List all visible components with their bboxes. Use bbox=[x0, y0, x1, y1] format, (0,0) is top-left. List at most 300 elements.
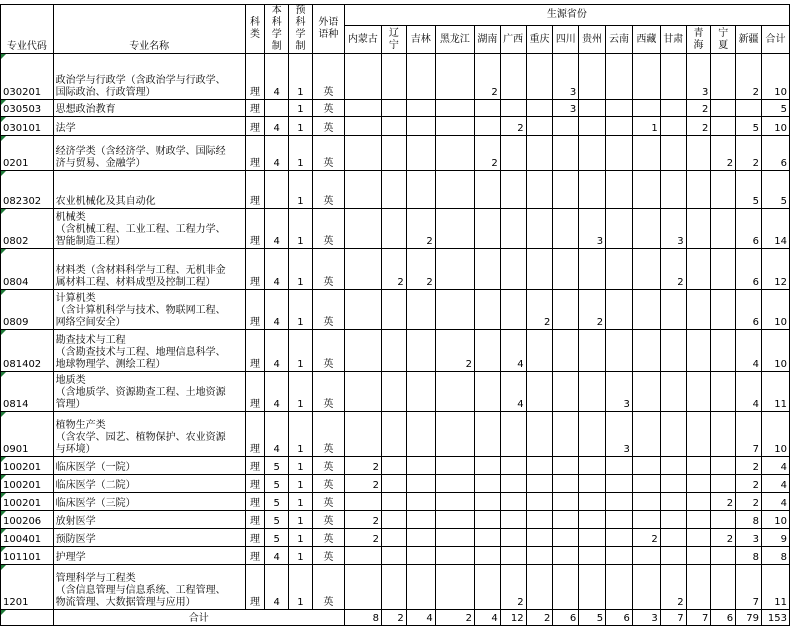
col-header-total: 合计 bbox=[761, 26, 789, 54]
quota-cell bbox=[632, 412, 660, 457]
quota-cell bbox=[579, 171, 606, 209]
major-name-line: 农业机械化及其自动化 bbox=[55, 196, 156, 207]
quota-cell bbox=[526, 209, 553, 249]
quota-cell bbox=[526, 457, 553, 475]
province-total-cell: 7 bbox=[686, 610, 711, 626]
province-total-cell: 6 bbox=[606, 610, 633, 626]
years-cell: 4 bbox=[265, 117, 289, 136]
quota-cell bbox=[632, 209, 660, 249]
quota-cell bbox=[632, 493, 660, 511]
row-total-cell: 10 bbox=[761, 117, 789, 136]
quota-cell bbox=[579, 330, 606, 372]
quota-cell bbox=[660, 529, 686, 547]
quota-cell bbox=[686, 330, 711, 372]
quota-cell bbox=[406, 565, 435, 610]
quota-cell: 2 bbox=[736, 54, 762, 100]
quota-cell bbox=[579, 493, 606, 511]
quota-cell bbox=[526, 136, 553, 171]
years-cell: 4 bbox=[265, 54, 289, 100]
quota-cell: 1 bbox=[632, 117, 660, 136]
quota-cell bbox=[435, 54, 474, 100]
quota-cell bbox=[435, 100, 474, 117]
quota-cell bbox=[474, 412, 500, 457]
quota-cell bbox=[686, 475, 711, 493]
quota-cell bbox=[435, 457, 474, 475]
quota-cell bbox=[553, 529, 579, 547]
quota-cell bbox=[660, 100, 686, 117]
quota-cell bbox=[382, 330, 407, 372]
quota-cell bbox=[500, 290, 526, 330]
quota-cell bbox=[553, 209, 579, 249]
major-name-cell bbox=[53, 117, 245, 136]
category-cell: 理 bbox=[245, 529, 265, 547]
province-total-cell: 4 bbox=[474, 610, 500, 626]
major-name-line: 网络空间安全） bbox=[55, 317, 126, 328]
major-name-cell bbox=[53, 372, 245, 412]
quota-cell bbox=[660, 290, 686, 330]
major-name-line: 管理） bbox=[55, 399, 86, 410]
quota-cell bbox=[606, 54, 633, 100]
major-name-cell bbox=[53, 171, 245, 209]
quota-cell bbox=[686, 290, 711, 330]
major-name-cell bbox=[53, 475, 245, 493]
quota-cell bbox=[344, 547, 381, 565]
row-total-cell: 10 bbox=[761, 54, 789, 100]
major-code-cell: 100206 bbox=[1, 511, 54, 529]
major-code-cell: 100201 bbox=[1, 493, 54, 511]
province-total-cell: 2 bbox=[382, 610, 407, 626]
table-row bbox=[1, 457, 790, 475]
quota-cell: 3 bbox=[606, 372, 633, 412]
quota-cell: 2 bbox=[344, 457, 381, 475]
quota-cell bbox=[406, 330, 435, 372]
major-name-line: 临床医学（一院） bbox=[55, 462, 136, 473]
major-name-cell bbox=[53, 529, 245, 547]
major-name-line: 与环境） bbox=[55, 444, 96, 455]
quota-cell bbox=[344, 330, 381, 372]
quota-cell bbox=[660, 171, 686, 209]
quota-cell bbox=[474, 117, 500, 136]
quota-cell bbox=[474, 529, 500, 547]
years-cell: 5 bbox=[265, 511, 289, 529]
grand-total-cell: 153 bbox=[761, 610, 789, 626]
quota-cell bbox=[526, 117, 553, 136]
years-cell bbox=[265, 100, 289, 117]
quota-cell bbox=[344, 372, 381, 412]
lang-cell: 英 bbox=[312, 511, 344, 529]
table-row bbox=[1, 249, 790, 290]
quota-cell bbox=[382, 209, 407, 249]
quota-cell bbox=[686, 511, 711, 529]
quota-cell bbox=[736, 100, 762, 117]
major-code-cell: 0802 bbox=[1, 209, 54, 249]
row-total-cell: 4 bbox=[761, 493, 789, 511]
major-code-cell: 100201 bbox=[1, 475, 54, 493]
quota-cell: 2 bbox=[406, 249, 435, 290]
quota-cell bbox=[406, 493, 435, 511]
quota-cell bbox=[686, 136, 711, 171]
years-cell: 4 bbox=[265, 209, 289, 249]
lang-cell: 英 bbox=[312, 457, 344, 475]
quota-cell bbox=[579, 565, 606, 610]
quota-cell: 2 bbox=[382, 249, 407, 290]
col-header-province: 宁夏 bbox=[711, 26, 736, 54]
major-name-line: （含机械工程、工业工程、工程力学、 bbox=[55, 224, 226, 235]
row-total-cell: 9 bbox=[761, 529, 789, 547]
quota-cell bbox=[606, 117, 633, 136]
category-cell: 理 bbox=[245, 290, 265, 330]
major-name-cell bbox=[53, 547, 245, 565]
quota-cell bbox=[344, 412, 381, 457]
quota-cell bbox=[500, 547, 526, 565]
category-cell: 理 bbox=[245, 511, 265, 529]
quota-cell bbox=[553, 372, 579, 412]
quota-cell bbox=[344, 209, 381, 249]
col-header-province: 贵州 bbox=[579, 26, 606, 54]
quota-cell bbox=[632, 330, 660, 372]
category-cell: 理 bbox=[245, 117, 265, 136]
years-cell: 5 bbox=[265, 475, 289, 493]
prep-cell: 1 bbox=[289, 171, 313, 209]
quota-cell bbox=[344, 100, 381, 117]
quota-cell bbox=[553, 171, 579, 209]
major-code-cell: 081402 bbox=[1, 330, 54, 372]
quota-cell bbox=[686, 412, 711, 457]
major-code-cell: 1201 bbox=[1, 565, 54, 610]
quota-cell bbox=[526, 493, 553, 511]
quota-cell bbox=[606, 457, 633, 475]
quota-cell bbox=[632, 249, 660, 290]
col-header-province: 吉林 bbox=[406, 26, 435, 54]
quota-cell: 4 bbox=[500, 372, 526, 412]
quota-cell bbox=[686, 372, 711, 412]
major-name-line: （含农学、园艺、植物保护、农业资源 bbox=[55, 432, 226, 443]
quota-cell bbox=[711, 171, 736, 209]
quota-cell: 2 bbox=[344, 511, 381, 529]
lang-cell: 英 bbox=[312, 372, 344, 412]
quota-cell bbox=[711, 412, 736, 457]
lang-cell: 英 bbox=[312, 100, 344, 117]
quota-cell bbox=[579, 249, 606, 290]
major-name-line: 法学 bbox=[55, 123, 76, 134]
major-code-cell: 0814 bbox=[1, 372, 54, 412]
quota-cell bbox=[553, 249, 579, 290]
major-name-line: （含勘查技术与工程、地理信息科学、 bbox=[55, 347, 226, 358]
province-total-cell: 2 bbox=[435, 610, 474, 626]
row-total-cell: 10 bbox=[761, 290, 789, 330]
quota-cell bbox=[500, 209, 526, 249]
quota-cell bbox=[711, 249, 736, 290]
prep-cell: 1 bbox=[289, 372, 313, 412]
quota-cell bbox=[711, 511, 736, 529]
prep-cell: 1 bbox=[289, 249, 313, 290]
quota-cell bbox=[711, 547, 736, 565]
quota-cell bbox=[344, 290, 381, 330]
major-code-cell: 100401 bbox=[1, 529, 54, 547]
quota-cell: 5 bbox=[736, 117, 762, 136]
quota-cell bbox=[553, 136, 579, 171]
quota-cell: 3 bbox=[579, 209, 606, 249]
quota-cell bbox=[406, 100, 435, 117]
table-row bbox=[1, 171, 790, 209]
quota-cell bbox=[632, 290, 660, 330]
quota-cell bbox=[686, 547, 711, 565]
quota-cell bbox=[435, 475, 474, 493]
quota-cell bbox=[686, 529, 711, 547]
quota-cell bbox=[686, 249, 711, 290]
years-cell: 4 bbox=[265, 290, 289, 330]
quota-cell bbox=[686, 457, 711, 475]
col-header-name: 专业名称 bbox=[53, 5, 245, 54]
province-total-cell: 6 bbox=[711, 610, 736, 626]
quota-cell bbox=[526, 330, 553, 372]
major-name-line: 地球物理学、测绘工程） bbox=[55, 359, 166, 370]
quota-cell bbox=[435, 547, 474, 565]
quota-cell bbox=[435, 493, 474, 511]
totals-row bbox=[1, 610, 790, 626]
row-total-cell: 5 bbox=[761, 100, 789, 117]
col-header-origin: 生源省份 bbox=[344, 5, 789, 26]
quota-cell bbox=[553, 511, 579, 529]
quota-cell bbox=[435, 511, 474, 529]
quota-cell bbox=[406, 171, 435, 209]
table-row bbox=[1, 136, 790, 171]
quota-cell bbox=[474, 475, 500, 493]
province-total-cell: 2 bbox=[526, 610, 553, 626]
quota-cell bbox=[526, 565, 553, 610]
lang-cell: 英 bbox=[312, 171, 344, 209]
col-header-category: 科类 bbox=[245, 5, 265, 54]
quota-cell bbox=[382, 290, 407, 330]
quota-cell bbox=[474, 372, 500, 412]
quota-cell bbox=[474, 565, 500, 610]
major-name-cell bbox=[53, 412, 245, 457]
quota-cell bbox=[500, 249, 526, 290]
table-row bbox=[1, 209, 790, 249]
quota-cell bbox=[660, 330, 686, 372]
quota-cell bbox=[435, 171, 474, 209]
col-header-province: 云南 bbox=[606, 26, 633, 54]
row-total-cell: 5 bbox=[761, 171, 789, 209]
quota-cell bbox=[686, 565, 711, 610]
quota-cell: 4 bbox=[736, 372, 762, 412]
major-code-cell: 0804 bbox=[1, 249, 54, 290]
quota-cell bbox=[382, 372, 407, 412]
category-cell: 理 bbox=[245, 171, 265, 209]
province-total-cell: 4 bbox=[406, 610, 435, 626]
table-row bbox=[1, 565, 790, 610]
quota-cell bbox=[406, 511, 435, 529]
province-total-cell: 12 bbox=[500, 610, 526, 626]
quota-cell bbox=[474, 493, 500, 511]
quota-cell bbox=[660, 457, 686, 475]
major-code-cell: 030101 bbox=[1, 117, 54, 136]
quota-cell bbox=[406, 54, 435, 100]
quota-cell bbox=[686, 493, 711, 511]
quota-cell bbox=[579, 372, 606, 412]
province-total-cell: 79 bbox=[736, 610, 762, 626]
prep-cell: 1 bbox=[289, 290, 313, 330]
province-total-cell: 6 bbox=[553, 610, 579, 626]
quota-cell bbox=[553, 290, 579, 330]
col-header-province: 黑龙江 bbox=[435, 26, 474, 54]
prep-cell: 1 bbox=[289, 547, 313, 565]
years-cell: 4 bbox=[265, 372, 289, 412]
lang-cell: 英 bbox=[312, 290, 344, 330]
quota-cell bbox=[606, 209, 633, 249]
prep-cell: 1 bbox=[289, 412, 313, 457]
col-header-province: 新疆 bbox=[736, 26, 762, 54]
totals-code-cell bbox=[1, 610, 54, 626]
quota-cell bbox=[660, 372, 686, 412]
quota-cell bbox=[435, 290, 474, 330]
table-row bbox=[1, 529, 790, 547]
quota-cell: 3 bbox=[686, 54, 711, 100]
quota-cell bbox=[579, 117, 606, 136]
quota-cell bbox=[553, 493, 579, 511]
quota-cell bbox=[344, 54, 381, 100]
quota-cell: 2 bbox=[660, 565, 686, 610]
quota-cell: 8 bbox=[736, 547, 762, 565]
province-total-cell: 3 bbox=[632, 610, 660, 626]
major-name-line: 济与贸易、金融学） bbox=[55, 158, 146, 169]
quota-cell: 2 bbox=[474, 54, 500, 100]
quota-cell: 8 bbox=[736, 511, 762, 529]
quota-cell bbox=[382, 171, 407, 209]
quota-cell bbox=[500, 475, 526, 493]
quota-cell bbox=[579, 136, 606, 171]
quota-cell bbox=[474, 290, 500, 330]
quota-cell bbox=[526, 372, 553, 412]
col-header-prep: 预科学制 bbox=[289, 5, 313, 54]
quota-cell bbox=[632, 372, 660, 412]
years-cell: 4 bbox=[265, 547, 289, 565]
prep-cell: 1 bbox=[289, 457, 313, 475]
quota-cell bbox=[344, 117, 381, 136]
lang-cell: 英 bbox=[312, 493, 344, 511]
quota-cell bbox=[632, 171, 660, 209]
major-name-line: 国际政治、行政管理） bbox=[55, 87, 156, 98]
quota-cell bbox=[474, 209, 500, 249]
lang-cell: 英 bbox=[312, 547, 344, 565]
lang-cell: 英 bbox=[312, 54, 344, 100]
years-cell bbox=[265, 171, 289, 209]
quota-cell bbox=[660, 54, 686, 100]
quota-cell bbox=[500, 511, 526, 529]
quota-cell bbox=[711, 100, 736, 117]
quota-cell bbox=[579, 475, 606, 493]
quota-cell: 2 bbox=[686, 100, 711, 117]
major-code-cell: 030201 bbox=[1, 54, 54, 100]
quota-cell: 2 bbox=[736, 457, 762, 475]
major-name-line: （含地质学、资源勘查工程、土地资源 bbox=[55, 387, 226, 398]
table-row bbox=[1, 511, 790, 529]
quota-cell bbox=[406, 117, 435, 136]
quota-cell bbox=[606, 511, 633, 529]
quota-cell bbox=[632, 100, 660, 117]
years-cell: 5 bbox=[265, 529, 289, 547]
quota-cell bbox=[606, 330, 633, 372]
quota-cell bbox=[579, 457, 606, 475]
major-name-cell bbox=[53, 54, 245, 100]
major-code-cell: 0901 bbox=[1, 412, 54, 457]
quota-cell bbox=[553, 412, 579, 457]
major-name-line: 经济学类（含经济学、财政学、国际经 bbox=[55, 146, 226, 157]
quota-cell bbox=[406, 372, 435, 412]
lang-cell: 英 bbox=[312, 475, 344, 493]
major-name-line: 地质类 bbox=[55, 375, 86, 386]
table-row bbox=[1, 330, 790, 372]
quota-cell bbox=[474, 547, 500, 565]
quota-cell bbox=[711, 117, 736, 136]
quota-cell bbox=[660, 475, 686, 493]
years-cell: 5 bbox=[265, 493, 289, 511]
quota-cell: 3 bbox=[660, 209, 686, 249]
col-header-province: 广西 bbox=[500, 26, 526, 54]
quota-cell: 3 bbox=[553, 100, 579, 117]
quota-cell bbox=[606, 249, 633, 290]
category-cell: 理 bbox=[245, 209, 265, 249]
quota-cell bbox=[406, 475, 435, 493]
quota-cell bbox=[435, 117, 474, 136]
quota-cell bbox=[579, 54, 606, 100]
quota-cell bbox=[711, 475, 736, 493]
quota-cell bbox=[500, 457, 526, 475]
col-header-province: 内蒙古 bbox=[344, 26, 381, 54]
quota-cell bbox=[606, 290, 633, 330]
major-name-cell bbox=[53, 136, 245, 171]
quota-cell: 3 bbox=[553, 54, 579, 100]
prep-cell: 1 bbox=[289, 136, 313, 171]
major-name-line: 放射医学 bbox=[55, 516, 96, 527]
prep-cell: 1 bbox=[289, 529, 313, 547]
quota-cell bbox=[500, 493, 526, 511]
quota-cell: 2 bbox=[711, 493, 736, 511]
major-name-line: 植物生产类 bbox=[55, 420, 106, 431]
enrollment-plan-sheet bbox=[0, 4, 790, 626]
quota-cell: 2 bbox=[711, 529, 736, 547]
quota-cell bbox=[606, 547, 633, 565]
quota-cell bbox=[474, 457, 500, 475]
quota-cell: 2 bbox=[736, 136, 762, 171]
lang-cell: 英 bbox=[312, 249, 344, 290]
lang-cell: 英 bbox=[312, 209, 344, 249]
quota-cell bbox=[500, 100, 526, 117]
quota-cell bbox=[526, 249, 553, 290]
quota-cell bbox=[606, 136, 633, 171]
quota-cell bbox=[344, 493, 381, 511]
major-name-line: 勘查技术与工程 bbox=[55, 335, 126, 346]
major-name-line: （含计算机科学与技术、物联网工程、 bbox=[55, 305, 226, 316]
quota-cell bbox=[344, 171, 381, 209]
col-header-province: 青海 bbox=[686, 26, 711, 54]
prep-cell: 1 bbox=[289, 54, 313, 100]
quota-cell bbox=[406, 547, 435, 565]
table-row bbox=[1, 475, 790, 493]
lang-cell: 英 bbox=[312, 330, 344, 372]
quota-cell bbox=[526, 54, 553, 100]
quota-cell bbox=[406, 290, 435, 330]
quota-cell: 3 bbox=[736, 529, 762, 547]
major-name-cell bbox=[53, 565, 245, 610]
quota-cell: 2 bbox=[344, 475, 381, 493]
quota-cell bbox=[526, 547, 553, 565]
quota-cell bbox=[382, 100, 407, 117]
major-name-line: 智能制造工程） bbox=[55, 236, 126, 247]
major-code-cell: 101101 bbox=[1, 547, 54, 565]
quota-cell bbox=[382, 565, 407, 610]
table-row bbox=[1, 100, 790, 117]
